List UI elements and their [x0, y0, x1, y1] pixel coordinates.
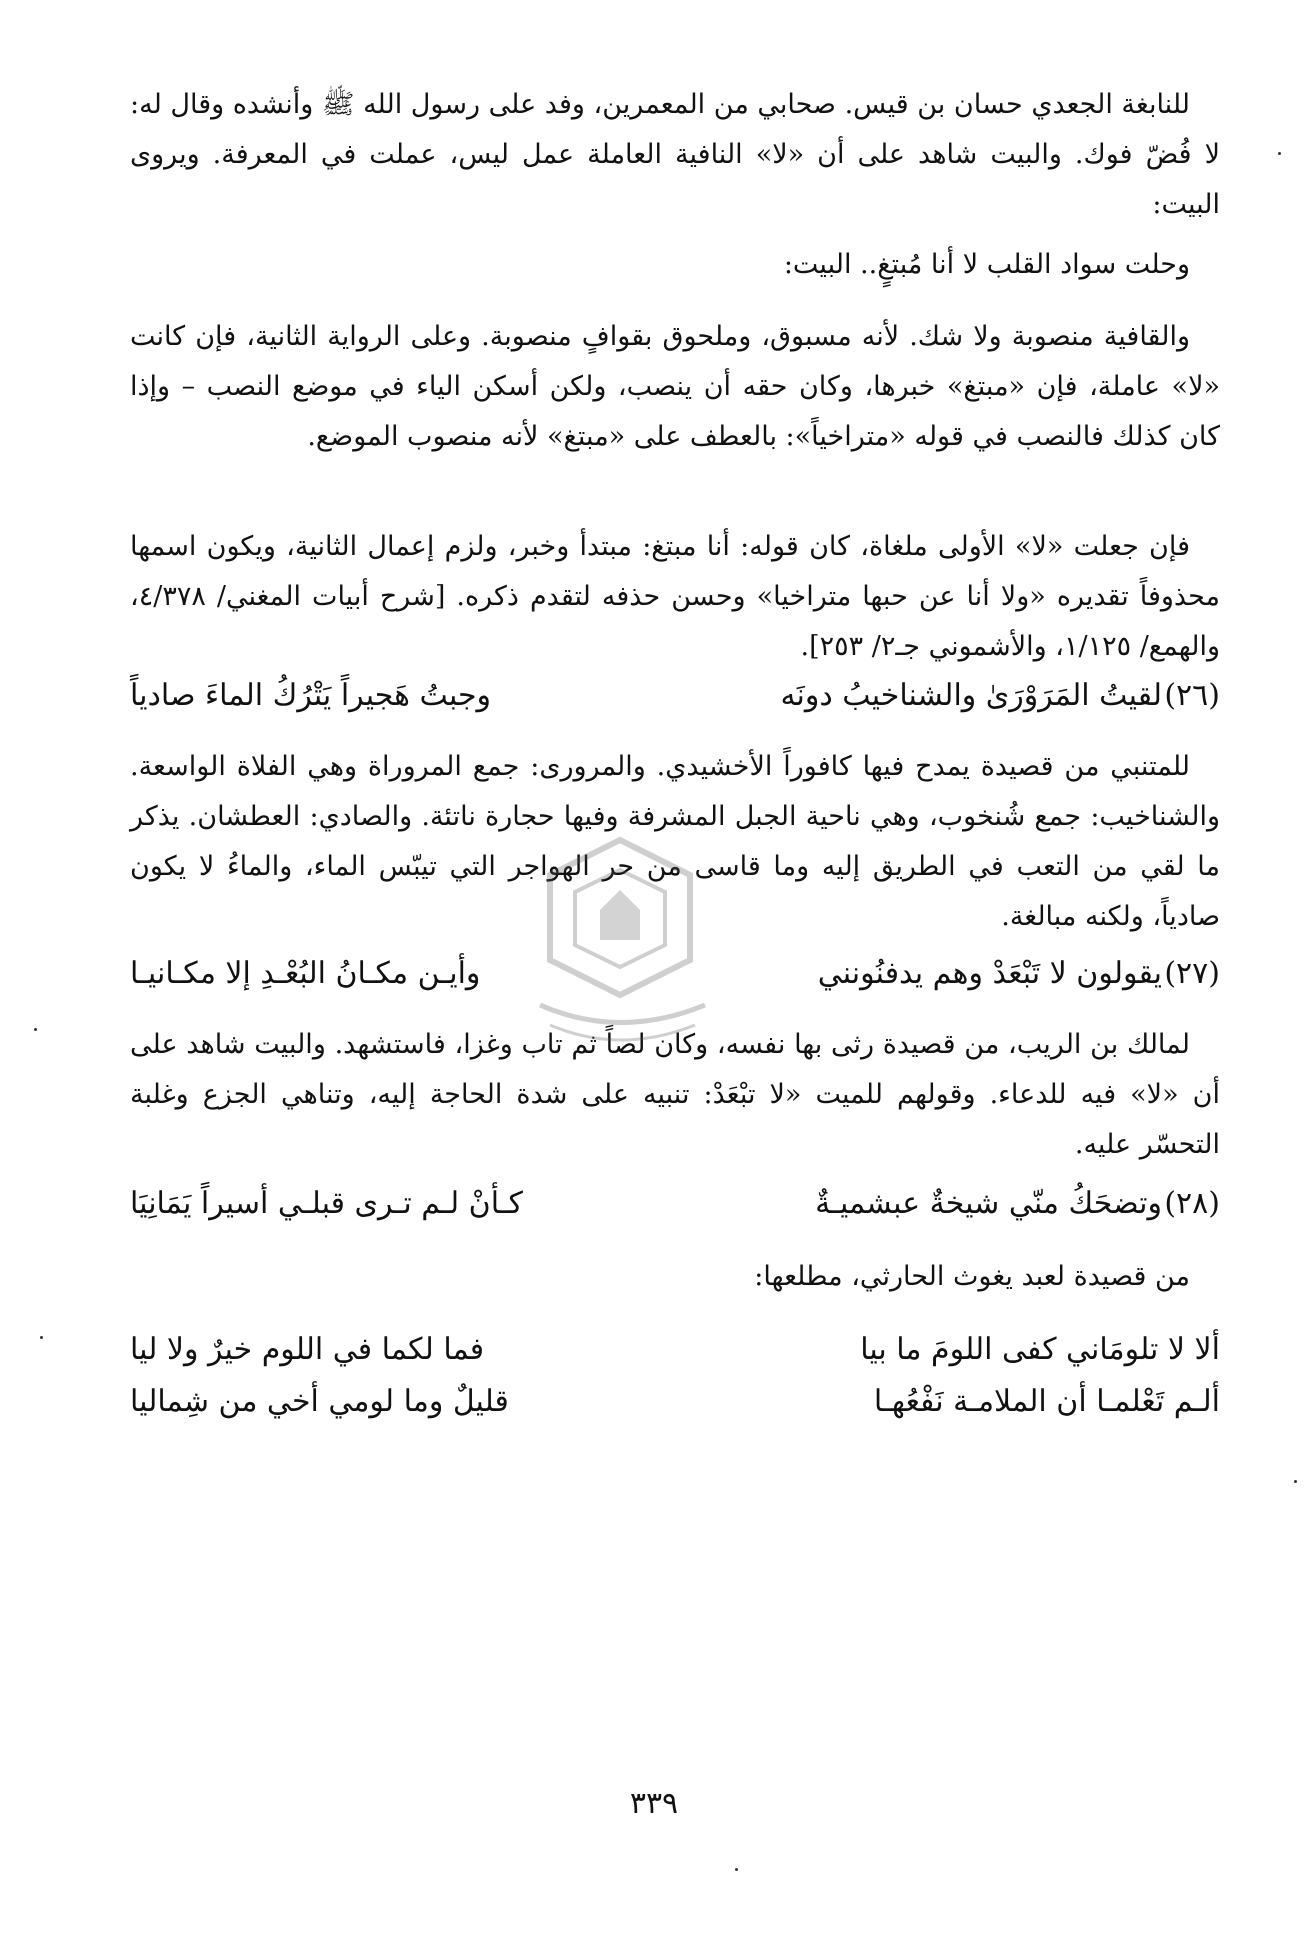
scan-speck	[1294, 1480, 1297, 1483]
paragraph-rhyme-analysis: والقافية منصوبة ولا شك. لأنه مسبوق، وملحوق بقوافٍ منصوبة. وعلى الرواية الثانية، فإن كانت «لا» عاملة، فإن «مبتغ» خبرها، وكان حقه أن ينصب، ولكن أسكن الياء في موضع النصب – وإذا كان كذلك فالنصب في قوله «متراخياً»: بالعطف على «مبتغ» لأنه منصوب الموضع.	[130, 321, 1220, 452]
paragraph-grammar-note: فإن جعلت «لا» الأولى ملغاة، كان قوله: أنا مبتغ: مبتدأ وخبر، ولزم إعمال الثانية، ويكون اسمها محذوفاً تقديره «ولا أنا عن حبها متراخيا» وحسن حذفه لتقدم ذكره. [شرح أبيات المغني/ ٤/٣٧٨، والهمع/ ١/١٢٥، والأشموني جـ٢/ ٢٥٣].	[130, 531, 1220, 662]
paragraph-mutanabbi-commentary: للمتنبي من قصيدة يمدح فيها كافوراً الأخشيدي. والمرورى: جمع المروراة وهي الفلاة الواسعة. والشناخيب: جمع شُنخوب، وهي ناحية الجبل المشرفة وفيها حجارة ناتئة. والصادي: العطشان. يذكر ما لقي من التعب في الطريق إليه وما قاسى من حر الهواجر التي تيبّس الماء، والماءُ لا يكون صادياً، ولكنه مبالغة.	[130, 751, 1220, 932]
page-number: ٣٣٩	[629, 1786, 679, 1821]
verse-second-hemistich: وأيـن مكـانُ البُعْـدِ إلا مكـانيـا	[130, 956, 481, 991]
scan-speck	[40, 1336, 43, 1339]
verse-second-hemistich: كـأنْ لـم تـرى قبلـي أسيراً يَمَانِيَا	[130, 1186, 523, 1221]
scan-speck	[34, 1028, 37, 1031]
paragraph-abd-yaghuth-intro: من قصيدة لعبد يغوث الحارثي، مطلعها:	[754, 1261, 1190, 1292]
verse-number: (٢٦)	[1164, 678, 1220, 713]
couplet-line-1	[130, 1322, 1220, 1378]
verse-first-hemistich: يقولون لا تَبْعَدْ وهم يدفنُونني	[817, 956, 1162, 991]
couplet-line-2	[130, 1374, 1220, 1430]
verse-number: (٢٧)	[1164, 956, 1220, 991]
verse-number: (٢٨)	[1164, 1186, 1220, 1221]
scan-speck	[735, 1868, 738, 1871]
paragraph-nabigha-commentary: للنابغة الجعدي حسان بن قيس. صحابي من المعمرين، وفد على رسول الله ﷺ وأنشده وقال له: لا فُضّ فوك. والبيت شاهد على أن «لا» النافية العاملة عمل ليس، عملت في المعرفة. ويروى البيت:	[130, 89, 1220, 220]
verse-first-hemistich: لقيتُ المَرَوْرَىٰ والشناخيبُ دونَه	[780, 678, 1162, 713]
couplet-first-hemistich: ألـم تَعْلمـا أن الملامـة نَفْعُهـا	[873, 1384, 1220, 1419]
verse-28	[130, 1176, 1220, 1232]
verse-26	[130, 668, 1220, 724]
couplet-second-hemistich: فما لكما في اللوم خيرٌ ولا ليا	[130, 1332, 485, 1367]
verse-27	[130, 946, 1220, 1002]
scan-speck	[1278, 152, 1281, 155]
couplet-first-hemistich: ألا لا تلومَاني كفى اللومَ ما بيا	[860, 1332, 1220, 1367]
couplet-second-hemistich: قليلٌ وما لومي أخي من شِماليا	[130, 1384, 509, 1419]
paragraph-malik-commentary: لمالك بن الريب، من قصيدة رثى بها نفسه، وكان لصاً ثم تاب وغزا، فاستشهد. والبيت شاهد على أن «لا» فيه للدعاء. وقولهم للميت «لا تبْعَدْ: تنبيه على شدة الحاجة إليه، وتناهي الجزع وغلبة التحسّر عليه.	[130, 1029, 1220, 1160]
verse-first-hemistich: وتضحَكُ منّي شيخةٌ عبشميـةٌ	[815, 1186, 1162, 1221]
paragraph-alternate-narration: وحلت سواد القلب لا أنا مُبتغٍ.. البيت:	[783, 249, 1190, 280]
verse-second-hemistich: وجبتُ هَجيراً يَتْرُكُ الماءَ صادياً	[130, 678, 492, 713]
